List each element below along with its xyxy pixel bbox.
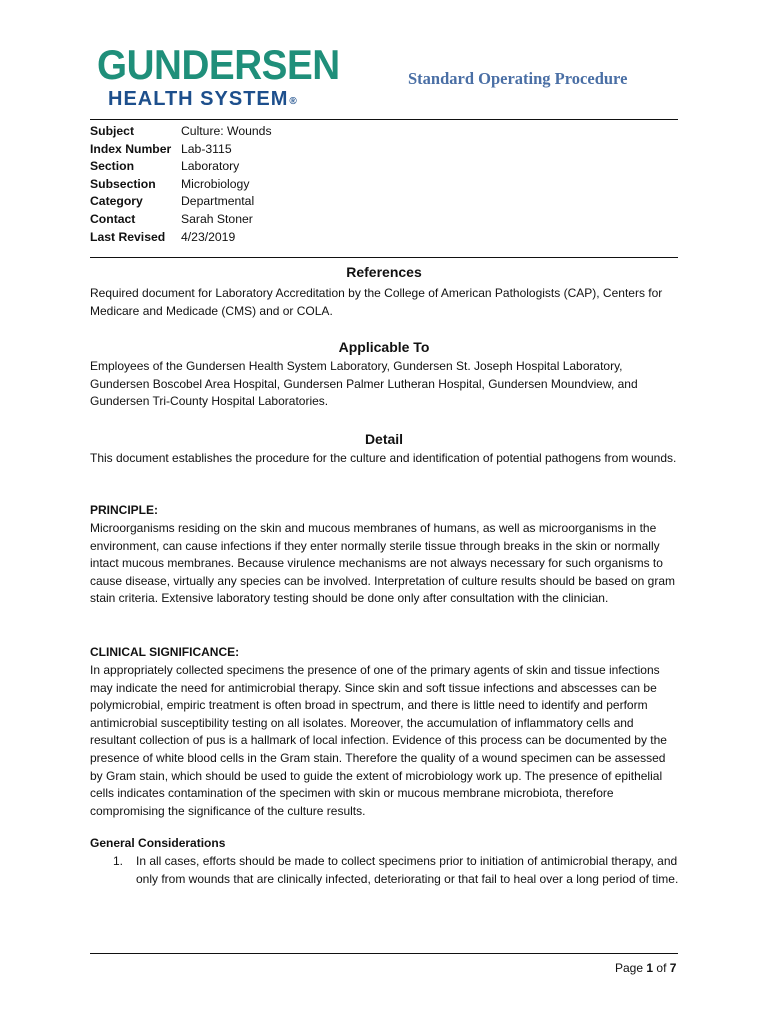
page-current: 1 xyxy=(646,961,654,975)
metadata-table xyxy=(90,123,272,246)
meta-value: Culture: Wounds xyxy=(181,124,272,138)
page-of: of xyxy=(656,961,667,975)
meta-key: Subsection xyxy=(90,176,156,191)
meta-row xyxy=(90,211,272,229)
logo-line-1: GUNDERSEN xyxy=(97,41,340,88)
registered-mark: ® xyxy=(289,96,298,107)
meta-row xyxy=(90,193,272,211)
document-type-title: Standard Operating Procedure xyxy=(408,69,628,88)
general-considerations-list xyxy=(113,853,679,888)
detail-intro: This document establishes the procedure for the culture and identification of potential pathogens from wounds. xyxy=(90,451,677,465)
page-word: Page xyxy=(615,961,644,975)
meta-row xyxy=(90,141,272,159)
meta-value: Microbiology xyxy=(181,176,250,191)
references-text: Required document for Laboratory Accreditation by the College of American Pathologists (CAP), Centers for Medicare and Medicade (CMS) and or COLA. xyxy=(90,286,663,318)
meta-value: Departmental xyxy=(181,194,255,209)
references-heading: References xyxy=(346,264,422,280)
meta-key: Category xyxy=(90,194,143,209)
principle-text: Microorganisms residing on the skin and mucous membranes of humans, as well as microorganisms in the environment, can cause infections if they enter normally sterile tissue through breaks in the skin or normally intact mucous membranes. Because virulence mechanisms are not always necessary for such organisms to cause disease, virtually any species can be involved. Interpretation of culture results should be based on gram stain criteria. Extensive laboratory testing should be done only after consultation with the clinician. xyxy=(90,521,675,606)
gundersen-logo xyxy=(97,41,361,113)
meta-row xyxy=(90,158,272,176)
meta-key: Last Revised xyxy=(90,229,166,244)
meta-row xyxy=(90,176,272,194)
meta-key: Index Number xyxy=(90,141,172,156)
meta-row xyxy=(90,229,272,247)
general-considerations-heading: General Considerations xyxy=(90,836,226,850)
meta-value: 4/23/2019 xyxy=(181,229,236,244)
clinical-significance-heading: CLINICAL SIGNIFICANCE: xyxy=(90,645,240,659)
clinical-significance-text: In appropriately collected specimens the presence of one of the primary agents of skin and tissue infections may indicate the need for antimicrobial therapy. Since skin and soft tissue infections and abscesses can be polymicrobial, empiric treatment is often broad in spectrum, and there is little need to identify and perform antimicrobial susceptibility testing on all isolates. Moreover, the accumulation of inflammatory cells and resultant collection of pus is a hallmark of local infection. Evidence of this process can be documented by the presence of white blood cells in the Gram stain. Therefore the quality of a wound specimen can be assessed by Gram stain, which should be used to guide the extent of microbiology work up. The presence of epithelial cells indicates contamination of the specimen with skin or mucous membrane microbiota, therefore compromising the significance of the culture results. xyxy=(90,663,667,818)
metadata-divider xyxy=(90,257,678,258)
list-item-text: In all cases, efforts should be made to collect specimens prior to initiation of antimicrobial therapy, and only from wounds that are clinically infected, deteriorating or that fail to heal over a long period of time. xyxy=(136,854,679,886)
page-number xyxy=(615,961,676,975)
meta-key: Contact xyxy=(90,211,136,226)
page-total: 7 xyxy=(669,961,677,975)
meta-row xyxy=(90,123,272,141)
principle-heading: PRINCIPLE: xyxy=(90,503,159,517)
meta-value: Sarah Stoner xyxy=(181,211,253,226)
meta-key: Section xyxy=(90,159,135,174)
detail-heading: Detail xyxy=(364,431,404,447)
logo-line-2-text: HEALTH SYSTEM xyxy=(108,88,289,110)
meta-value: Lab-3115 xyxy=(181,141,232,156)
logo-line-2 xyxy=(108,88,361,113)
header-divider xyxy=(90,119,678,120)
meta-key: Subject xyxy=(90,124,135,138)
applicable-text: Employees of the Gundersen Health System Laboratory, Gundersen St. Joseph Hospital Laboratory, Gundersen Boscobel Area Hospital, Gundersen Palmer Lutheran Hospital, Gundersen Moundview, and Gundersen Tri-County Hospital Laboratories. xyxy=(90,359,638,409)
list-item xyxy=(113,853,679,888)
applicable-heading: Applicable To xyxy=(338,339,430,355)
meta-value: Laboratory xyxy=(181,159,240,174)
footer-divider xyxy=(90,953,678,954)
list-item-number: 1. xyxy=(113,854,124,868)
